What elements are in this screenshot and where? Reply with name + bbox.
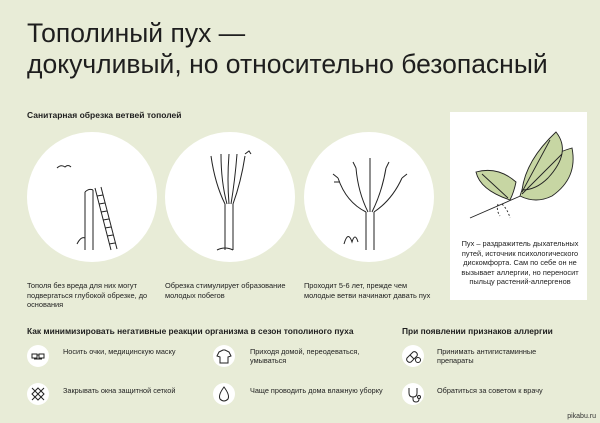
caption-3: Проходит 5-6 лет, прежде чем молодые ветви начинают давать пух (304, 281, 431, 300)
shirt-icon (213, 345, 235, 367)
tip-2: Приходя домой, переодеваться, умываться (250, 347, 360, 366)
page-title (27, 18, 548, 80)
section-title: Санитарная обрезка ветвей тополей (27, 110, 182, 120)
pills-icon (402, 345, 424, 367)
tip-1: Носить очки, медицинскую маску (63, 347, 176, 356)
title-line-1: Тополиный пух — (27, 18, 246, 48)
card-text: Пух – раздражитель дыхательных путей, источник психологического дискомфорта. Сам по себе он не вызывает аллергии, но переносит пыльцу растений-аллергенов (461, 239, 579, 287)
grown-branches-tree-icon (304, 132, 434, 262)
glasses-icon (27, 345, 49, 367)
young-shoots-tree-icon (165, 132, 295, 262)
illustration-circle-1 (27, 132, 157, 262)
water-drop-icon (213, 383, 235, 405)
watermark: pikabu.ru (567, 413, 596, 420)
cut-tree-ladder-icon (27, 132, 157, 262)
minimize-title: Как минимизировать негативные реакции организма в сезон тополиного пуха (27, 326, 354, 336)
caption-2: Обрезка стимулирует образование молодых побегов (165, 281, 286, 300)
tip-4: Чаще проводить дома влажную уборку (250, 386, 383, 395)
allergy-tip-2: Обратиться за советом к врачу (437, 386, 543, 395)
stethoscope-icon (402, 383, 424, 405)
poplar-leaf-icon (450, 112, 587, 237)
tip-3: Закрывать окна защитной сеткой (63, 386, 176, 395)
illustration-circle-3 (304, 132, 434, 262)
allergy-tip-1: Принимать антигистаминные препараты (437, 347, 537, 366)
window-net-icon (27, 383, 49, 405)
title-line-2: докучливый, но относительно безопасный (27, 49, 548, 79)
allergy-title: При появлении признаков аллергии (402, 326, 553, 336)
illustration-circle-2 (165, 132, 295, 262)
caption-1: Тополя без вреда для них могут подвергаться глубокой обрезке, до основания (27, 281, 148, 309)
